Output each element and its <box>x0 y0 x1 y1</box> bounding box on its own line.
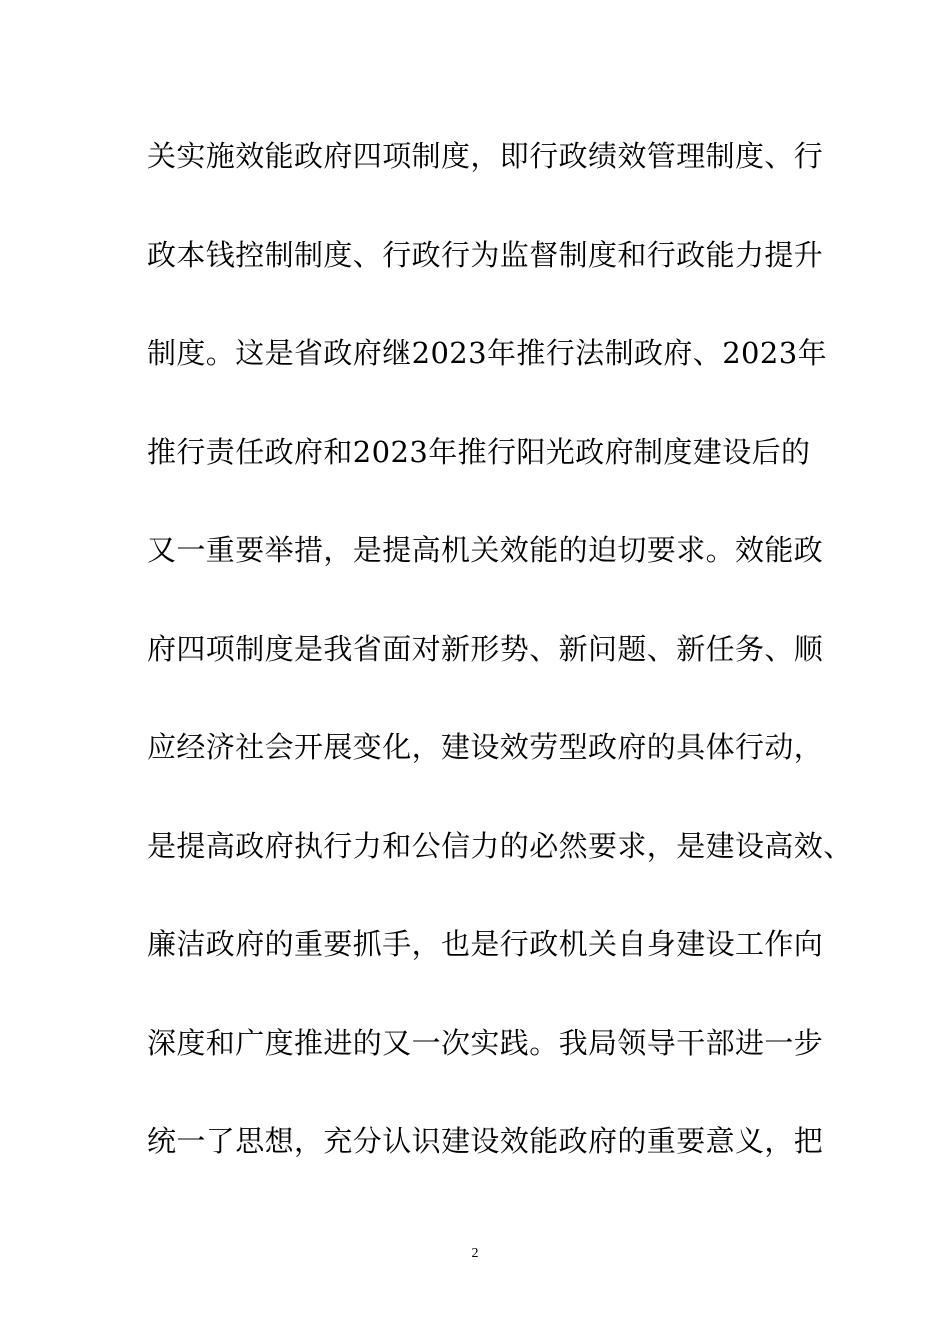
page-number: 2 <box>471 1246 479 1261</box>
text-line: 又一重要举措，是提高机关效能的迫切要求。效能政 <box>147 533 824 567</box>
text-line: 统一了思想，充分认识建设效能政府的重要意义，把 <box>147 1124 824 1158</box>
body-text <box>147 126 853 1210</box>
text-line: 廉洁政府的重要抓手，也是行政机关自身建设工作向 <box>147 927 824 961</box>
text-line: 府四项制度是我省面对新形势、新问题、新任务、顺 <box>147 631 824 666</box>
text-line: 应经济社会开展变化，建设效劳型政府的具体行动， <box>147 730 824 764</box>
text-line: 深度和广度推进的又一次实践。我局领导干部进一步 <box>147 1025 824 1060</box>
text-line: 关实施效能政府四项制度，即行政绩效管理制度、行 <box>147 139 824 173</box>
text-line: 制度。这是省政府继2023年推行法制政府、2023年 <box>147 336 828 370</box>
text-line: 是提高政府执行力和公信力的必然要求，是建设高效、 <box>147 828 853 863</box>
text-line: 推行责任政府和2023年推行阳光政府制度建设后的 <box>147 434 811 469</box>
text-line: 政本钱控制制度、行政行为监督制度和行政能力提升 <box>147 237 824 272</box>
